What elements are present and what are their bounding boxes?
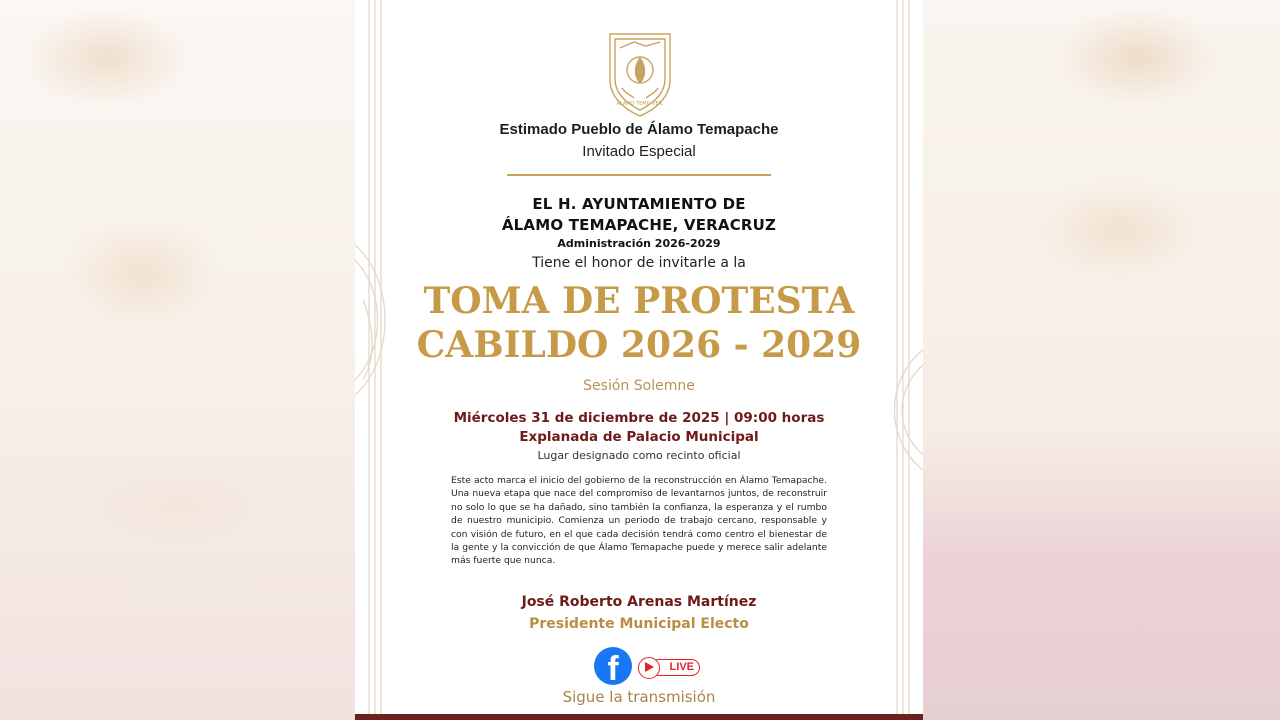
guest-label: Invitado Especial	[582, 143, 696, 160]
background-left	[0, 0, 355, 720]
administration-period: Administración 2026-2029	[557, 237, 721, 250]
greeting: Estimado Pueblo de Álamo Temapache	[499, 121, 779, 138]
event-date-time: Miércoles 31 de diciembre de 2025 | 09:00 horas	[453, 410, 825, 426]
live-badge[interactable]	[638, 657, 702, 679]
signer-name: José Roberto Arenas Martínez	[521, 594, 757, 610]
follow-stream-text: Sigue la transmisión	[562, 688, 716, 706]
event-title-line-2: CABILDO 2026 - 2029	[416, 324, 862, 366]
bottom-bar	[355, 714, 923, 720]
event-title-line-1: TOMA DE PROTESTA	[423, 280, 855, 322]
host-line-2: ÁLAMO TEMAPACHE, VERACRUZ	[501, 216, 777, 234]
municipal-logo	[604, 28, 676, 118]
host-line-1: EL H. AYUNTAMIENTO DE	[532, 195, 746, 213]
session-type: Sesión Solemne	[583, 378, 695, 394]
divider	[507, 174, 771, 176]
honor-line: Tiene el honor de invitarle a la	[532, 255, 746, 271]
background-right	[923, 0, 1280, 720]
facebook-icon[interactable]: f	[594, 647, 632, 685]
svg-text:ÁLAMO TEMP. VER.: ÁLAMO TEMP. VER.	[616, 101, 664, 107]
live-label: LIVE	[650, 659, 700, 676]
invitation-body: Este acto marca el inicio del gobierno de la reconstrucción en Álamo Temapache. Una nueva etapa que nace del compromiso de levantarnos juntos, de reconstruir no solo lo que se ha dañado, sino también la confianza, la esperanza y el rumbo de nuestro municipio. Comienza un periodo de trabajo cercano, responsable y con visión de futuro, en el que cada decisión tendrá como centro el bienestar de la gente y la convicción de que Álamo Temapache puede y merece salir adelante más fuerte que nunca.	[451, 475, 827, 567]
venue-note: Lugar designado como recinto oficial	[537, 449, 741, 462]
invitation-card	[355, 0, 923, 720]
live-play-icon	[638, 657, 660, 679]
signer-role: Presidente Municipal Electo	[529, 616, 749, 632]
event-venue: Explanada de Palacio Municipal	[519, 429, 759, 445]
